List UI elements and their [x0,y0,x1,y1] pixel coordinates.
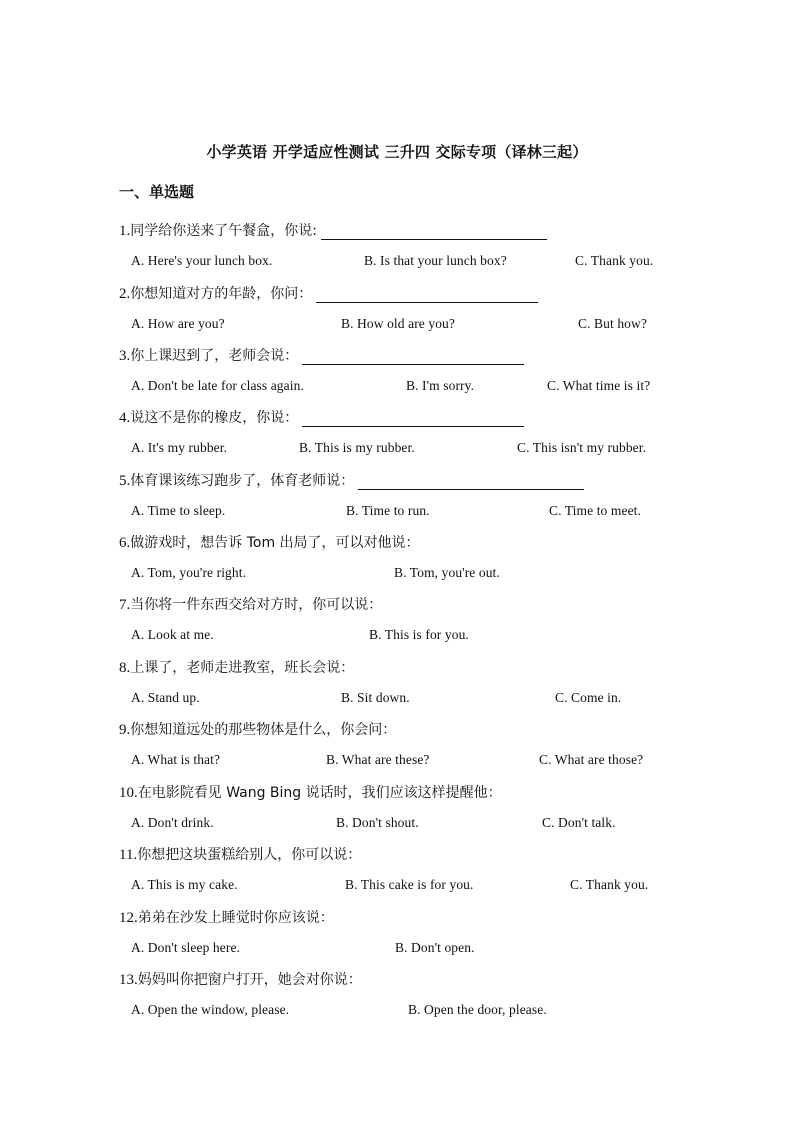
option-a[interactable]: A. Don't drink. [131,815,214,830]
option-a[interactable]: A. Stand up. [131,690,200,705]
option-a[interactable]: A. Look at me. [131,627,214,642]
question-13 [119,969,362,989]
question-12 [119,907,334,927]
question-number: 11. [119,847,138,863]
question-number: 10. [119,785,138,801]
section-heading: 一、单选题 [119,183,195,201]
option-b[interactable]: B. Don't open. [395,940,475,955]
question-number: 6. [119,535,131,551]
option-b[interactable]: B. This is my rubber. [299,440,415,455]
option-a[interactable]: A. Here's your lunch box. [131,253,273,268]
question-3 [119,345,524,365]
question-text: 体育课该练习跑步了，体育老师说： [130,473,355,489]
option-a[interactable]: A. Time to sleep. [131,503,226,518]
answer-blank[interactable] [321,225,547,240]
question-text: 同学给你送来了午餐盒，你说: [130,223,317,239]
answer-blank[interactable] [302,412,524,427]
option-c[interactable]: C. Thank you. [575,253,654,268]
question-text: 说这不是你的橡皮，你说： [130,410,299,426]
question-number: 2. [119,286,131,302]
question-number: 12. [119,910,138,926]
answer-blank[interactable] [302,350,524,365]
option-c[interactable]: C. What time is it? [547,378,651,393]
question-4 [119,407,524,427]
question-6 [119,532,420,552]
option-c[interactable]: C. Time to meet. [549,503,641,518]
option-a[interactable]: A. Open the window, please. [131,1002,290,1017]
question-number: 5. [119,473,131,489]
question-text: 你上课迟到了，老师会说： [130,348,299,364]
option-a[interactable]: A. Tom, you're right. [131,565,247,580]
question-text: 弟弟在沙发上睡觉时你应该说： [137,910,334,926]
question-1 [119,220,547,240]
question-number: 7. [119,597,131,613]
question-number: 9. [119,722,131,738]
question-text: 做游戏时，想告诉 Tom 出局了，可以对他说： [130,535,420,551]
question-text: 你想知道远处的那些物体是什么，你会问： [130,722,397,738]
answer-blank[interactable] [316,288,538,303]
page-title: 小学英语 开学适应性测试 三升四 交际专项（译林三起） [206,143,588,161]
option-b[interactable]: B. Tom, you're out. [394,565,500,580]
option-b[interactable]: B. This is for you. [369,627,469,642]
option-a[interactable]: A. It's my rubber. [131,440,228,455]
option-a[interactable]: A. This is my cake. [131,877,238,892]
question-text: 当你将一件东西交给对方时，你可以说： [130,597,383,613]
question-text: 你想把这块蛋糕给别人，你可以说： [137,847,362,863]
question-number: 13. [119,972,138,988]
question-number: 1. [119,223,131,239]
option-b[interactable]: B. Don't shout. [336,815,419,830]
option-a[interactable]: A. Don't sleep here. [131,940,241,955]
option-b[interactable]: B. What are these? [326,752,430,767]
option-b[interactable]: B. Sit down. [341,690,410,705]
question-text: 妈妈叫你把窗户打开，她会对你说： [137,972,362,988]
question-5 [119,470,584,490]
option-a[interactable]: A. Don't be late for class again. [131,378,304,393]
question-text: 在电影院看见 Wang Bing 说话时，我们应该这样提醒他： [137,785,502,801]
option-a[interactable]: A. How are you? [131,316,225,331]
option-b[interactable]: B. This cake is for you. [345,877,474,892]
option-c[interactable]: C. What are those? [539,752,644,767]
answer-blank[interactable] [358,475,584,490]
option-b[interactable]: B. I'm sorry. [406,378,475,393]
question-text: 你想知道对方的年龄，你问： [130,286,313,302]
question-number: 4. [119,410,131,426]
option-b[interactable]: B. Is that your lunch box? [364,253,507,268]
question-11 [119,844,361,864]
option-b[interactable]: B. How old are you? [341,316,455,331]
question-8 [119,657,354,677]
option-c[interactable]: C. This isn't my rubber. [517,440,647,455]
option-c[interactable]: C. But how? [578,316,647,331]
question-number: 3. [119,348,131,364]
option-b[interactable]: B. Time to run. [346,503,430,518]
option-a[interactable]: A. What is that? [131,752,221,767]
option-b[interactable]: B. Open the door, please. [408,1002,547,1017]
option-c[interactable]: C. Thank you. [570,877,649,892]
question-7 [119,594,382,614]
question-number: 8. [119,660,131,676]
question-9 [119,719,396,739]
question-text: 上课了，老师走进教室，班长会说： [130,660,355,676]
option-c[interactable]: C. Come in. [555,690,622,705]
question-2 [119,283,538,303]
option-c[interactable]: C. Don't talk. [542,815,616,830]
question-10 [119,782,502,802]
